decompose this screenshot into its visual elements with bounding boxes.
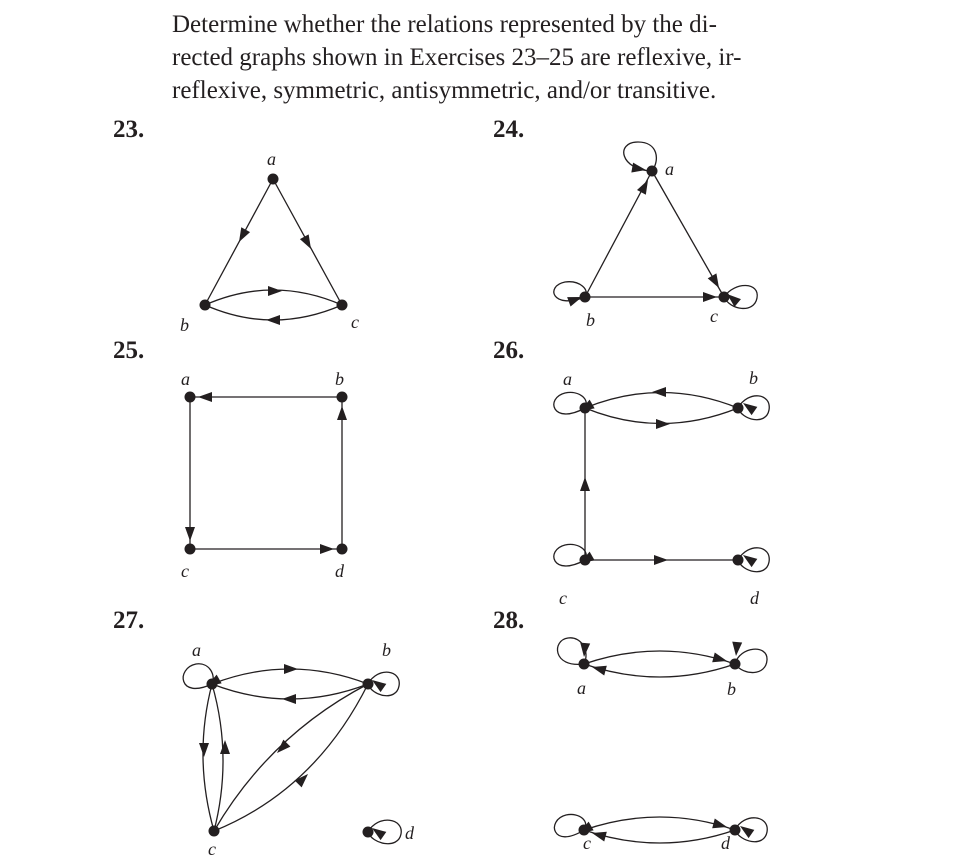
label-b: b [586,310,595,330]
arrow-c-d [712,819,728,832]
vertex-a [579,659,590,670]
vertex-d [730,825,741,836]
label-a: a [267,149,276,169]
exercise-27-number: 27. [113,607,145,634]
label-d: d [405,823,414,843]
arrow-loop-a [579,643,590,658]
exercise-24-number: 24. [493,116,525,143]
exercise-23-number: 23. [113,116,145,143]
label-a: a [563,369,572,389]
instructions-line-2: rected graphs shown in Exercises 23–25 are reflexive, ir- [172,44,742,71]
label-c: c [181,561,189,581]
arrow-a-b [712,653,728,666]
label-c: c [351,312,359,332]
label-a: a [181,369,190,389]
label-b: b [749,368,758,388]
label-b: b [727,679,736,699]
label-b: b [382,640,391,660]
instructions-line-1: Determine whether the relations represented by the di- [172,11,717,38]
label-c: c [559,588,567,608]
label-a: a [577,678,586,698]
exercise-26-number: 26. [493,337,525,364]
vertex-b [730,659,741,670]
label-c: c [583,833,591,853]
exercise-25-number: 25. [113,337,145,364]
label-a: a [192,640,201,660]
loop-b [735,649,767,672]
label-b: b [335,369,344,389]
instructions-line-3: reflexive, symmetric, antisymmetric, and/or transitive. [172,77,717,104]
exercise-28-number: 28. [493,607,525,634]
label-b: b [180,315,189,335]
label-d: d [750,588,759,608]
label-d: d [335,561,344,581]
label-d: d [721,833,730,853]
label-c: c [208,839,216,859]
arrow-b-a [591,662,607,675]
label-a: a [665,159,674,179]
label-c: c [710,306,718,326]
